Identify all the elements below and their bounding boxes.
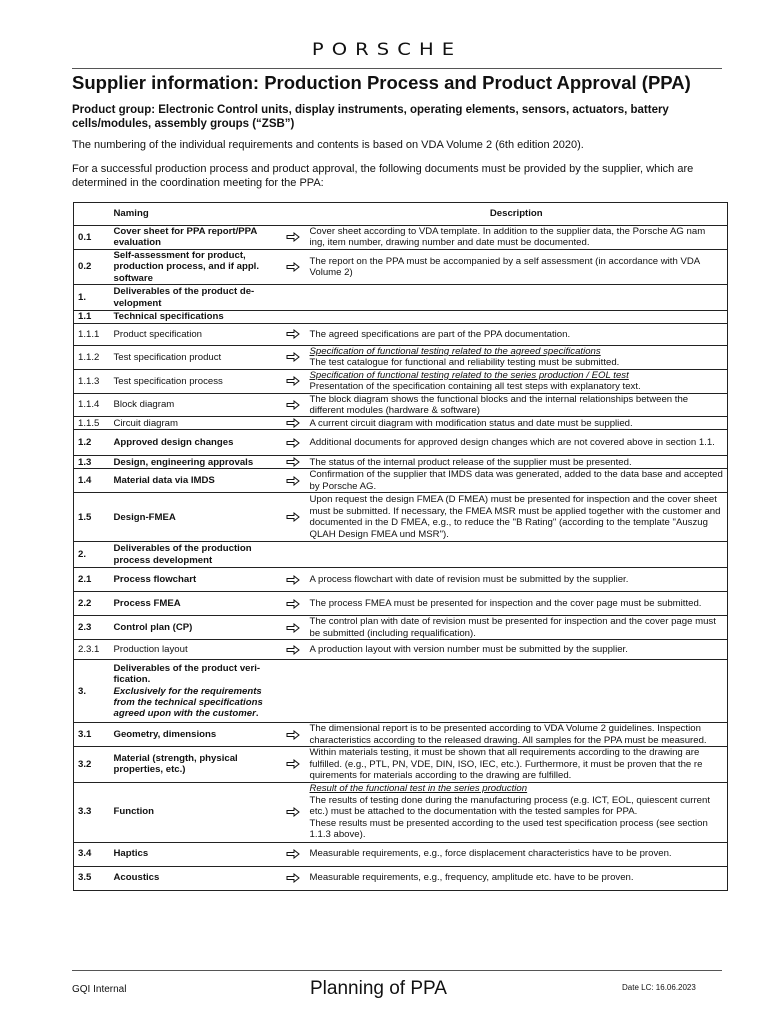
row-naming [110,782,280,842]
arrow-right-icon [280,747,306,782]
row-number: 1.1.4 [74,393,110,417]
arrow-right-icon [280,393,306,417]
table-row [74,285,728,311]
row-number: 3.3 [74,782,110,842]
arrow-right-icon [280,592,306,616]
table-row [74,469,728,493]
row-description [306,723,728,747]
row-description [306,249,728,284]
row-number: 0.1 [74,226,110,250]
row-number: 2.3.1 [74,640,110,660]
row-description-text: Cover sheet according to VDA template. In addition to the supplier data, the Porsche AG nam ing, item number, drawing number and date must be documented. [309,226,706,249]
table-row [74,493,728,542]
arrow-right-icon [280,249,306,284]
intro-paragraph-2: For a successful production process and product approval, the following documents must be provided by the supplier, which are determined in the coordination meeting for the PPA: [72,163,694,189]
row-naming [110,747,280,782]
row-description [306,346,728,370]
arrow-right-icon [280,640,306,660]
row-naming [110,369,280,393]
row-description [306,324,728,346]
table-row [74,311,728,324]
row-naming [110,568,280,592]
row-description [306,747,728,782]
row-description [306,311,728,324]
row-number: 1.1 [74,311,110,324]
table-row [74,866,728,890]
row-number: 1.1.5 [74,417,110,430]
row-description [306,417,728,430]
row-description-underlined: Specification of functional testing related to the agreed specifications [309,346,601,358]
row-naming [110,542,280,568]
table-row [74,842,728,866]
table-row [74,542,728,568]
footer-title: Planning of PPA [310,978,447,999]
row-naming-text: Product specification [113,328,203,340]
row-description-text: The agreed specifications are part of the PPA documentation. [309,328,571,340]
row-naming [110,430,280,456]
table-row [74,747,728,782]
row-naming-text: Test specification product [113,351,222,363]
row-description-text: A production layout with version number must be submitted by the supplier. [309,644,628,656]
row-number: 1.1.1 [74,324,110,346]
row-naming [110,723,280,747]
row-number: 2.3 [74,616,110,640]
arrow-right-icon [280,324,306,346]
row-description [306,592,728,616]
row-naming-text: Circuit diagram [113,417,179,429]
arrow-right-icon [280,782,306,842]
row-description-text-2: These results must be presented according to the used test specification process (see section 1.1.3 above). [309,817,708,841]
row-description [306,369,728,393]
ppa-requirements-table [73,202,728,891]
table-row [74,592,728,616]
row-number: 1.5 [74,493,110,542]
arrow-right-icon [280,842,306,866]
row-naming-text: Deliverables of the production process development [113,543,252,566]
row-description [306,542,728,568]
table-row [74,393,728,417]
intro-paragraph-1: The numbering of the individual requirements and contents is based on VDA Volume 2 (6th edition 2020). [72,139,584,151]
row-naming [110,393,280,417]
header-description: Description [306,203,728,226]
product-group: Product group: Electronic Control units, display instruments, operating elements, sensors, actuators, battery cells/modules, assembly groups (“ZSB”) [72,104,669,130]
row-naming-text: Control plan (CP) [113,622,193,634]
row-description [306,616,728,640]
row-description [306,226,728,250]
table-row [74,369,728,393]
table-row [74,723,728,747]
row-description-text: A process flowchart with date of revision must be submitted by the supplier. [309,574,629,586]
row-description-text: Presentation of the specification containing all test steps with explanatory text. [309,381,641,393]
row-description-text: Additional documents for approved design changes which are not covered above in section 1.1. [309,437,715,449]
row-description [306,430,728,456]
row-naming-text: Cover sheet for PPA report/PPA evaluation [113,226,257,249]
row-description-text: The test catalogue for functional and reliability testing must be submitted. [309,357,620,369]
table-header-row [74,203,728,226]
arrow-right-icon [280,430,306,456]
row-description-text: The dimensional report is to be presented according to VDA Volume 2 guidelines. Inspection characteristics according to the released drawing. All samples for the PPA must be measured. [309,723,707,746]
row-description-text: The control plan with date of revision must be presented for inspection and the cover page must be submitted (including requalification). [309,616,716,639]
row-naming-text: Process flowchart [113,574,197,586]
footer-date: Date LC: 16.06.2023 [622,983,696,992]
row-number: 1.2 [74,430,110,456]
table-row [74,782,728,842]
row-naming [110,469,280,493]
arrow-right-icon [280,417,306,430]
row-number: 2.2 [74,592,110,616]
row-naming [110,640,280,660]
row-description-text: Within materials testing, it must be shown that all requirements according to the drawing are fulfilled. (e.g., PTL, PN, VDE, DIN, ISO, IEC, etc.). Furthermore, it must be proven that the re quirements for materials according to the drawing are fulfilled. [309,747,703,782]
row-number: 3.2 [74,747,110,782]
row-number: 2.1 [74,568,110,592]
row-naming [110,417,280,430]
row-description [306,782,728,842]
empty-arrow-cell [280,542,306,568]
row-naming [110,311,280,324]
row-description-text: Upon request the design FMEA (D FMEA) must be presented for inspection and the cover sheet must be submitted. If necessary, the FMEA MSR must be applied together with the customer and documented in the D FMEA, e.g., to reduce the "B Rating" (according to the template "Auszug QLAH Design FMEA und MSR"). [309,494,721,540]
row-description-text: The report on the PPA must be accompanied by a self assessment (in accordance with VDA Volume 2) [309,255,700,278]
footer-divider [72,970,722,971]
row-naming-text: Process FMEA [113,598,181,610]
table-row [74,324,728,346]
row-number: 2. [74,542,110,568]
row-naming [110,592,280,616]
page-title: Supplier information: Production Process and Product Approval (PPA) [72,72,691,93]
arrow-right-icon [280,469,306,493]
row-naming-text: Haptics [113,848,149,860]
arrow-right-icon [280,493,306,542]
header-divider [72,68,722,69]
row-naming-text: Material data via IMDS [113,475,215,487]
row-description [306,469,728,493]
row-naming [110,324,280,346]
row-description [306,842,728,866]
row-number: 3.5 [74,866,110,890]
row-naming [110,842,280,866]
row-naming-text: Approved design changes [113,437,234,449]
row-number: 1.1.2 [74,346,110,370]
row-description-text: The process FMEA must be presented for inspection and the cover page must be submitted. [309,598,702,610]
table-row [74,456,728,469]
row-naming [110,346,280,370]
row-naming: Deliverables of the product veri-fication. Exclusively for the requirements from the technical specifications agreed upon with the customer. [110,660,280,723]
row-description [306,568,728,592]
header-arrow-cell [280,203,306,226]
row-number: 1.1.3 [74,369,110,393]
row-description-text: Confirmation of the supplier that IMDS data was generated, added to the data base and accepted by Porsche AG. [309,469,723,492]
table-row [74,226,728,250]
table-row [74,346,728,370]
header-naming: Naming [110,203,280,226]
row-naming-text: Function [113,806,154,818]
arrow-right-icon [280,568,306,592]
row-naming [110,493,280,542]
table-row [74,568,728,592]
arrow-right-icon [280,369,306,393]
row-naming-text: Self-assessment for product, production process, and if appl. software [113,249,260,284]
row-naming [110,226,280,250]
empty-arrow-cell [280,311,306,324]
row-description-text: Measurable requirements, e.g., force displacement characteristics have to be proven. [309,848,672,860]
row-number: 1. [74,285,110,311]
row-naming-italic: Exclusively for the requirements from the technical specifications agreed upon with the customer [113,685,263,720]
row-naming [110,616,280,640]
arrow-right-icon [280,723,306,747]
row-naming-text: Material (strength, physical properties, etc.) [113,752,238,776]
row-description [306,285,728,311]
arrow-right-icon [280,456,306,469]
row-description [306,640,728,660]
arrow-right-icon [280,346,306,370]
row-naming-text: Block diagram [113,399,175,411]
arrow-right-icon [280,226,306,250]
table-row [74,249,728,284]
row-naming-text: Deliverables of the product de-velopment [113,286,255,309]
footer-classification: GQI Internal [72,984,127,995]
row-naming [110,285,280,311]
row-description [306,456,728,469]
row-description-text: The results of testing done during the manufacturing process (e.g. ICT, EOL, quiescent current etc.) must be attached to the documentation with the tested samples for PPA. [309,794,710,818]
table-row [74,616,728,640]
empty-arrow-cell [280,285,306,311]
row-number: 3. [74,660,110,723]
row-naming-text: Production layout [113,644,188,656]
row-naming [110,456,280,469]
row-naming-text: Deliverables of the product veri-fication. [113,662,261,686]
row-naming [110,866,280,890]
row-description-text: Measurable requirements, e.g., frequency, amplitude etc. have to be proven. [309,872,634,884]
row-description-underlined: Specification of functional testing related to the series production / EOL test [309,369,629,381]
table-row [74,417,728,430]
row-description-text: The status of the internal product release of the supplier must be presented. [309,456,632,468]
table-row [74,640,728,660]
row-description-text: A current circuit diagram with modification status and date must be supplied. [309,417,633,429]
row-description [306,866,728,890]
row-description-text: The block diagram shows the functional blocks and the internal relationships between the different modules (hardware & software) [309,393,689,417]
row-description [306,393,728,417]
row-naming-text: Technical specifications [113,311,224,323]
row-naming-text: Design, engineering approvals [113,456,254,468]
porsche-logo: PORSCHE [311,40,463,60]
table-row [74,660,728,723]
row-number: 0.2 [74,249,110,284]
row-number: 3.4 [74,842,110,866]
table-row [74,430,728,456]
row-description-underlined: Result of the functional test in the series production [309,783,528,795]
header-number-cell [74,203,110,226]
row-naming [110,249,280,284]
row-naming-text: Test specification process [113,375,223,387]
arrow-right-icon [280,866,306,890]
row-number: 1.4 [74,469,110,493]
row-number: 1.3 [74,456,110,469]
row-number: 3.1 [74,723,110,747]
row-description [306,660,728,723]
empty-arrow-cell [280,660,306,723]
row-naming-text: Geometry, dimensions [113,729,217,741]
row-description [306,493,728,542]
row-naming-text: Design-FMEA [113,511,176,523]
arrow-right-icon [280,616,306,640]
row-naming-text: Acoustics [113,872,160,884]
